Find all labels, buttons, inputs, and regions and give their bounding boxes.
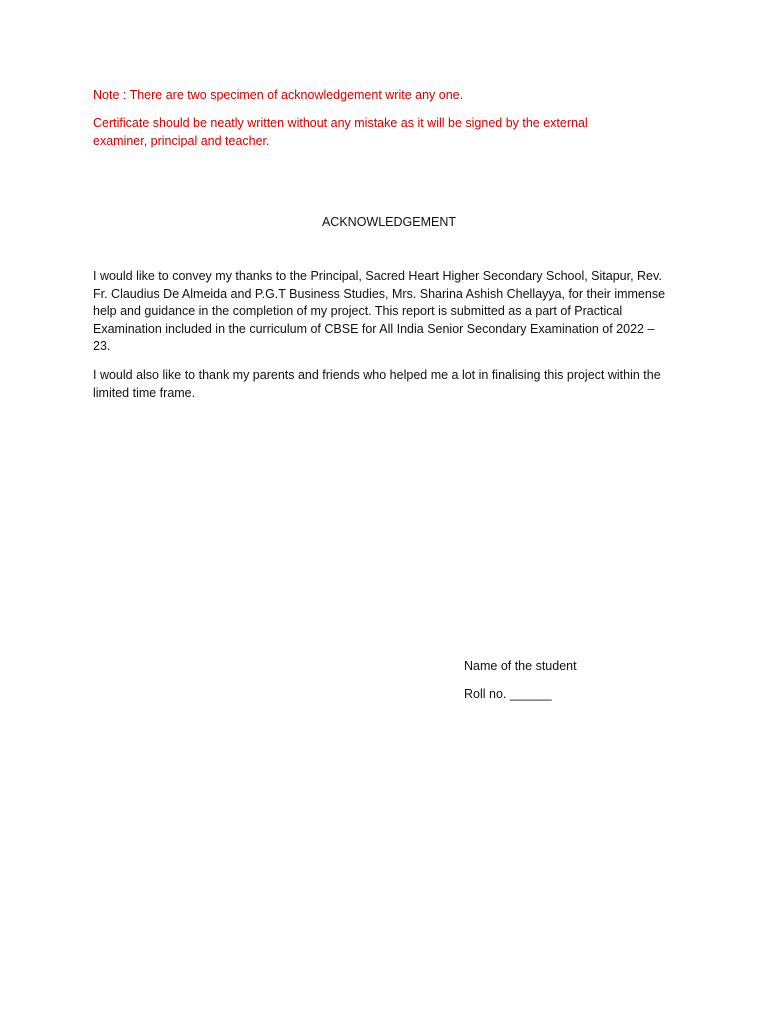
- student-name-line: Name of the student: [464, 659, 577, 673]
- page-title: ACKNOWLEDGEMENT: [321, 215, 457, 229]
- specimen-note: Note : There are two specimen of acknowledgement write any one.: [93, 88, 464, 102]
- acknowledgement-paragraph-1: I would like to convey my thanks to the Principal, Sacred Heart Higher Secondary School, Sitapur, Rev. Fr. Claudius De Almeida and P.G.T Business Studies, Mrs. Sharina Ashish Chellayya, for their immense help and guidance in the completion of my project. This report is submitted as a part of Practical Examination included in the curriculum of CBSE for All India Senior Secondary Examination of 2022 – 23.: [93, 269, 666, 353]
- roll-number-line: Roll no. ______: [464, 687, 552, 701]
- acknowledgement-paragraph-2: I would also like to thank my parents and friends who helped me a lot in finalising this project within the limited time frame.: [93, 368, 661, 400]
- certificate-instruction-note: Certificate should be neatly written without any mistake as it will be signed by the external examiner, principal and teacher.: [93, 116, 588, 148]
